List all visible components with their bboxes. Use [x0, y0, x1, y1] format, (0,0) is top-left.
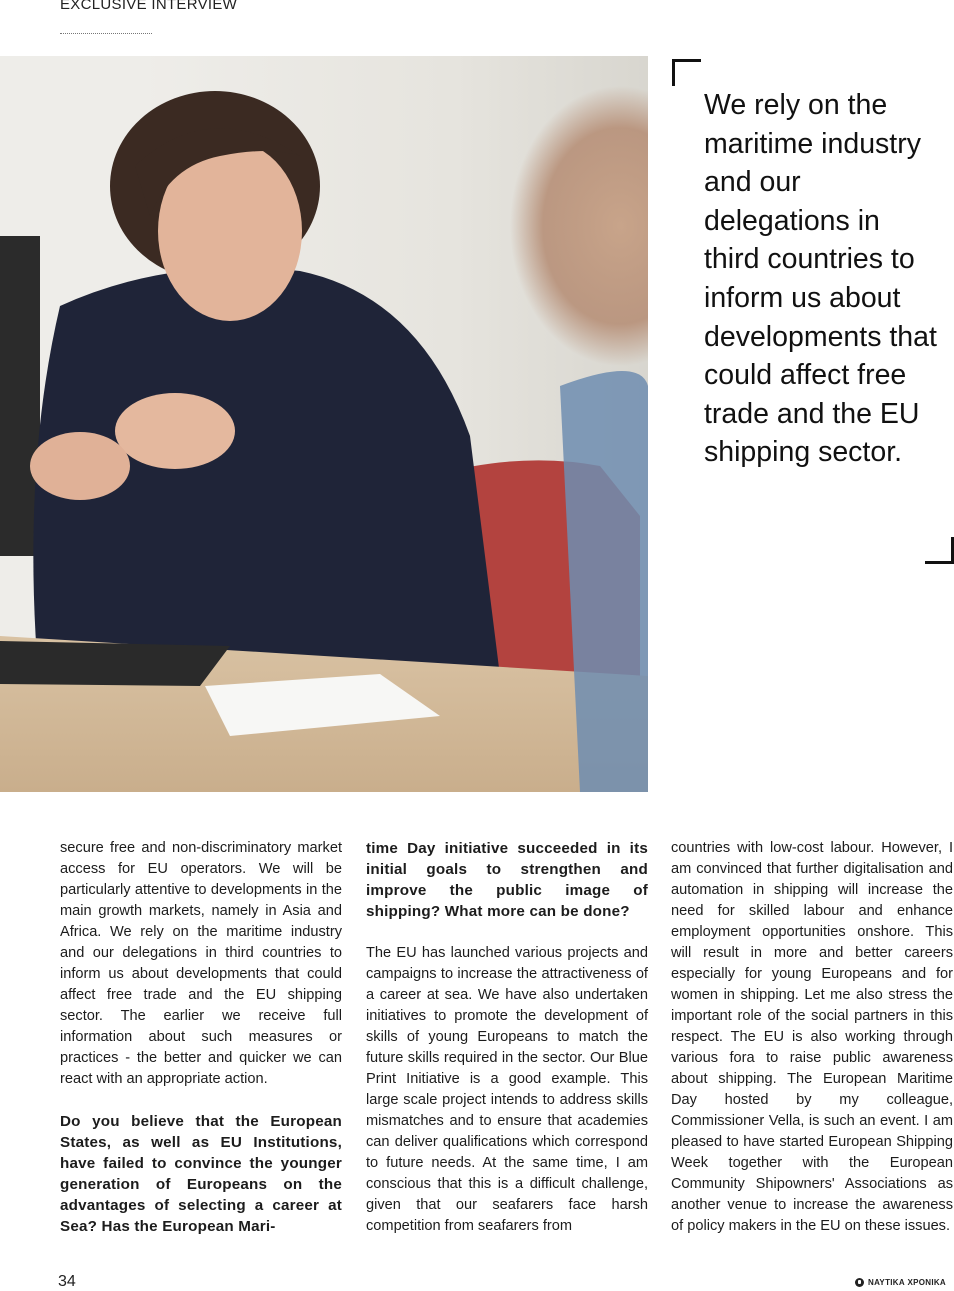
paragraph: The EU has launched various projects and campaigns to increase the attractiveness of a career at sea. We have also undertaken initiatives to promote the development of skills of young Europeans to match the future skills required in the sector. Our Blue Print Initiative is a good example. This large scale project intends to address skills mismatches and to ensure that academies can deliver qualifications which correspond to future needs. At the same time, I am conscious that this is a difficult challenge, given that our seafarers face harsh competition from seafarers from	[366, 945, 648, 1234]
paragraph: secure free and non-discriminatory market access for EU operators. We will be particularly attentive to developments in the main growth markets, namely in Asia and Africa. We rely on the maritime industry and our delegations in third countries to inform us about developments that could affect free trade and the EU shipping sector. The earlier we receive full information about such measures or practices - the better and quicker we can react with an appropriate action.	[60, 840, 342, 1087]
paragraph: countries with low-cost labour. However, I am convinced that further digitalisation and automation in shipping will increase the need for skilled labour and enhance employment opportunities onshore. This will result in more and better careers especially for young Europeans and for women in shipping. Let me also stress the important role of the social partners in this respect. The EU is also working through various fora to raise public awareness about shipping. The European Maritime Day hosted by my colleague, Commissioner Vella, is such an event. I am pleased to have started European Shipping Week together with the European Community Shipowners' Associations as another venue to increase the awareness of policy makers in the EU on these issues.	[671, 840, 953, 1234]
brand-name: ΝΑΥΤΙΚΑ ΧΡΟΝΙΚΑ	[868, 1278, 946, 1287]
text-column-1	[60, 838, 342, 1237]
text-column-3	[671, 838, 953, 1237]
interview-question-continued: time Day initiative succeeded in its initial goals to strengthen and improve the public image of shipping? What more can be done?	[366, 840, 648, 920]
pull-quote: We rely on the maritime industry and our delegations in third countries to inform us about developments that could affect free trade and the EU shipping sector.	[704, 89, 937, 469]
text-column-2	[366, 838, 648, 1237]
interview-question: Do you believe that the European States, as well as EU Institutions, have failed to convince the younger generation of Europeans on the advantages of selecting a career at Sea? Has the European Mari-	[60, 1113, 342, 1235]
brand-logo-icon	[855, 1278, 864, 1287]
footer-brand	[855, 1278, 946, 1287]
photo-commissioner-speaking	[0, 56, 648, 792]
pull-quote-corner-bottom	[925, 537, 954, 564]
pull-quote-corner-top	[672, 59, 701, 86]
page-number: 34	[58, 1273, 76, 1290]
section-label: EXCLUSIVE INTERVIEW	[60, 0, 238, 13]
section-label-rule	[60, 33, 152, 34]
